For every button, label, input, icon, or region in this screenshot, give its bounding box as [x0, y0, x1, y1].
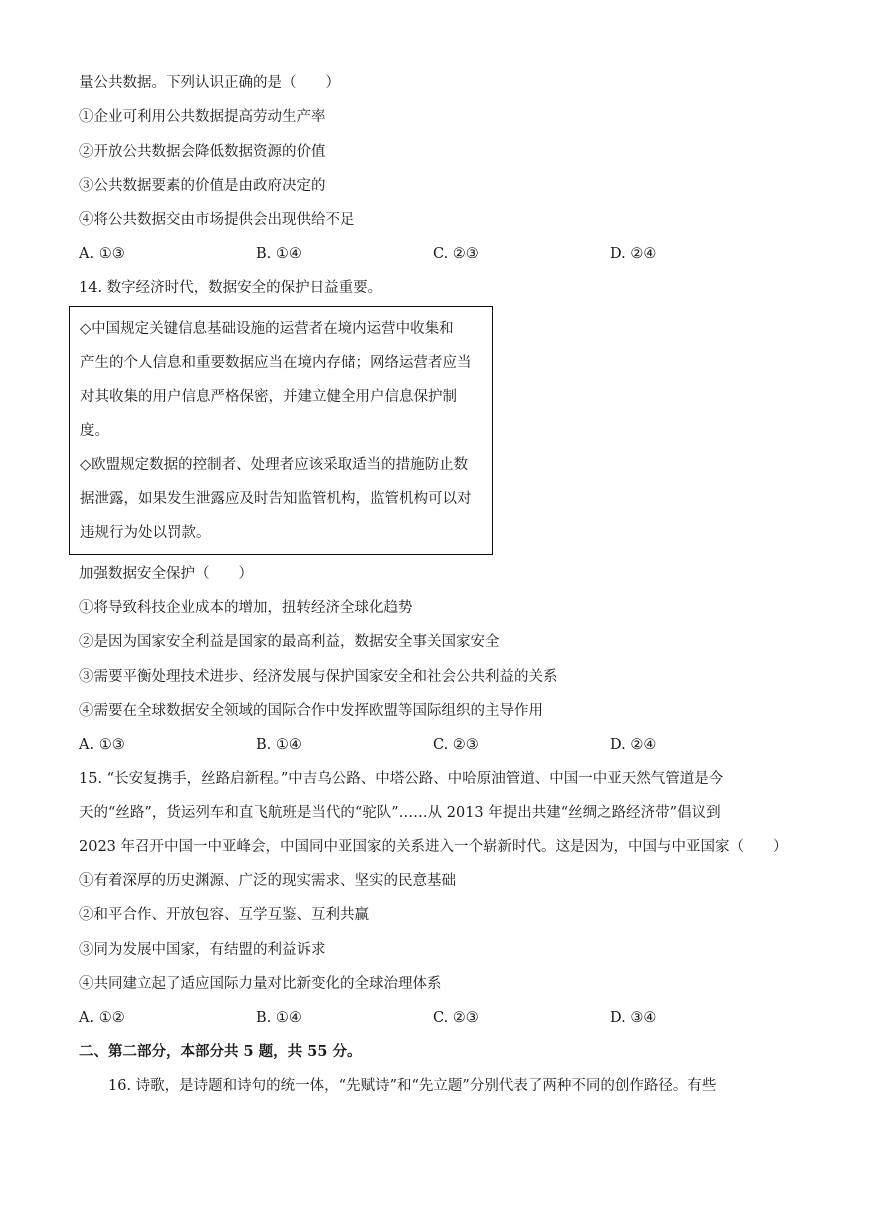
q15-option-b[interactable]: B. ①④: [256, 1010, 302, 1026]
q14-option-c[interactable]: C. ②③: [433, 737, 479, 753]
q14-box-line-6: 据泄露，如果发生泄露应及时告知监管机构，监管机构可以对: [80, 491, 472, 507]
q15-stem-line-3: 2023 年召开中国一中亚峰会，中国同中亚国家的关系进入一个崭新时代。这是因为，中国与中亚国家（ ）: [79, 839, 788, 855]
q15-item-1: ①有着深厚的历史渊源、广泛的现实需求、坚实的民意基础: [79, 873, 456, 889]
q14-item-4: ④需要在全球数据安全领域的国际合作中发挥欧盟等国际组织的主导作用: [79, 703, 543, 719]
section-2-heading: 二、第二部分，本部分共 5 题，共 55 分。: [79, 1043, 362, 1060]
q14-item-1: ①将导致科技企业成本的增加，扭转经济全球化趋势: [79, 600, 413, 616]
q15-item-2: ②和平合作、开放包容、互学互鉴、互利共赢: [79, 907, 369, 923]
q14-box-line-7: 违规行为处以罚款。: [80, 525, 211, 541]
q14-box-line-5: ◇欧盟规定数据的控制者、处理者应该采取适当的措施防止数: [80, 457, 469, 473]
q13-item-3: ③公共数据要素的价值是由政府决定的: [79, 178, 326, 194]
q13-option-b[interactable]: B. ①④: [256, 246, 302, 262]
q14-box-line-2: 产生的个人信息和重要数据应当在境内存储；网络运营者应当: [80, 355, 472, 371]
q15-option-c[interactable]: C. ②③: [433, 1010, 479, 1026]
q14-item-2: ②是因为国家安全利益是国家的最高利益，数据安全事关国家安全: [79, 634, 500, 650]
q15-item-4: ④共同建立起了适应国际力量对比新变化的全球治理体系: [79, 976, 442, 992]
q14-box-line-4: 度。: [80, 423, 109, 439]
q13-option-c[interactable]: C. ②③: [433, 246, 479, 262]
q15-option-d[interactable]: D. ③④: [610, 1010, 657, 1026]
q14-option-d[interactable]: D. ②④: [610, 737, 657, 753]
q13-option-a[interactable]: A. ①③: [79, 246, 125, 262]
q14-option-a[interactable]: A. ①③: [79, 737, 125, 753]
q14-material-box: [69, 306, 493, 555]
q16-stem-start: 16. 诗歌，是诗题和诗句的统一体，“先赋诗”和“先立题”分别代表了两种不同的创作路径。有些: [108, 1078, 717, 1094]
q14-stem: 14. 数字经济时代，数据安全的保护日益重要。: [79, 280, 383, 296]
q14-options: [79, 735, 799, 755]
q14-box-line-3: 对其收集的用户信息严格保密，并建立健全用户信息保护制: [80, 389, 457, 405]
q13-item-1: ①企业可利用公共数据提高劳动生产率: [79, 109, 326, 125]
q13-item-4: ④将公共数据交由市场提供会出现供给不足: [79, 212, 355, 228]
q15-stem-line-1: 15. “长安复携手，丝路启新程。”中吉乌公路、中塔公路、中哈原油管道、中国一中亚天然气管道是今: [79, 771, 724, 787]
q13-stem-end: 量公共数据。下列认识正确的是（ ）: [79, 75, 340, 91]
q13-item-2: ②开放公共数据会降低数据资源的价值: [79, 144, 326, 160]
q14-option-b[interactable]: B. ①④: [256, 737, 302, 753]
q15-stem-line-2: 天的“丝路”，货运列车和直飞航班是当代的“驼队”……从 2013 年提出共建“丝绸之路经济带”倡议到: [79, 805, 721, 821]
q14-box-line-1: ◇中国规定关键信息基础设施的运营者在境内运营中收集和: [80, 321, 454, 337]
q13-option-d[interactable]: D. ②④: [610, 246, 657, 262]
q15-option-a[interactable]: A. ①②: [79, 1010, 125, 1026]
q13-options: [79, 244, 799, 264]
q14-item-3: ③需要平衡处理技术进步、经济发展与保护国家安全和社会公共利益的关系: [79, 669, 558, 685]
q14-question: 加强数据安全保护（ ）: [79, 566, 253, 582]
q15-item-3: ③同为发展中国家，有结盟的利益诉求: [79, 942, 326, 958]
q15-options: [79, 1008, 799, 1028]
